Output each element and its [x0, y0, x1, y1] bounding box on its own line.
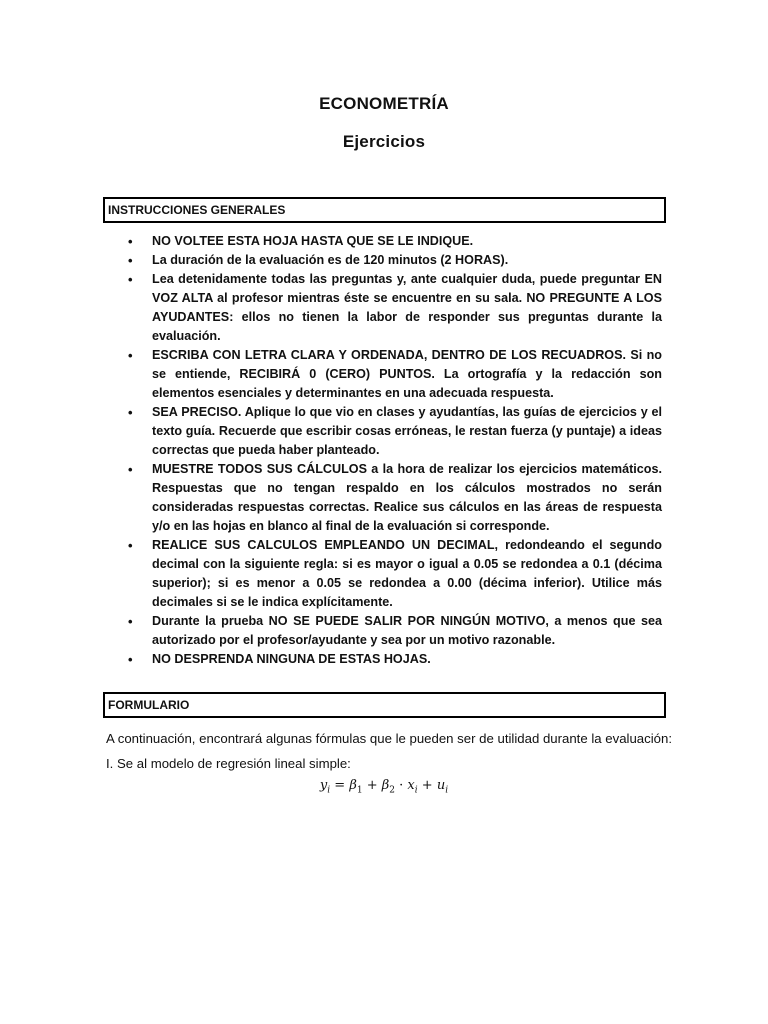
formula-u-subscript: i: [445, 785, 449, 796]
list-item-text: Lea detenidamente todas las preguntas y, ante cualquier duda, puede preguntar EN VOZ ALTA al profesor mientras éste se encuentre en su sala. NO PREGUNTE A LOS AYUDANTES: ellos no tienen la labor de responder sus preguntas durante la evaluación.: [152, 272, 662, 343]
bullet-icon: •: [128, 348, 133, 363]
list-item: [126, 536, 662, 612]
list-item: [126, 346, 662, 403]
list-item-text: SEA PRECISO. Aplique lo que vio en clases y ayudantías, las guías de ejercicios y el texto guía. Recuerde que escribir cosas erróneas, le restan fuerza (y puntaje) a ideas correctas que pueda haber planteado.: [152, 405, 662, 457]
formulario-heading-box: FORMULARIO: [103, 692, 666, 718]
formula-plus-2: +: [417, 778, 437, 793]
list-item-text: NO VOLTEE ESTA HOJA HASTA QUE SE LE INDIQUE.: [152, 234, 474, 248]
bullet-icon: •: [128, 234, 133, 249]
bullet-icon: •: [128, 405, 133, 420]
formulario-intro: A continuación, encontrará algunas fórmulas que le pueden ser de utilidad durante la evaluación:: [106, 731, 672, 746]
bullet-icon: •: [128, 253, 133, 268]
list-item: [126, 403, 662, 460]
regression-formula: [0, 778, 768, 796]
document-title: ECONOMETRÍA: [319, 94, 449, 113]
formula-beta2: β: [381, 778, 390, 793]
bullet-icon: •: [128, 538, 133, 553]
list-item-text: La duración de la evaluación es de 120 minutos (2 HORAS).: [152, 253, 509, 267]
list-item: [126, 270, 662, 346]
bullet-icon: •: [128, 462, 133, 477]
list-item: [126, 251, 662, 270]
formula-beta1: β: [349, 778, 357, 793]
list-item: [126, 460, 662, 536]
list-item-text: ESCRIBA CON LETRA CLARA Y ORDENADA, DENTRO DE LOS RECUADROS. Si no se entiende, RECIBIRÁ 0 (CERO) PUNTOS. La ortografía y la redacción son elementos esenciales y determinantes en una adecuada respuesta.: [152, 348, 662, 400]
formulario-item-1: I. Se al modelo de regresión lineal simple:: [106, 756, 351, 771]
formula-beta2-subscript: 2: [389, 785, 395, 796]
document-subtitle: Ejercicios: [342, 132, 426, 151]
list-item-text: REALICE SUS CALCULOS EMPLEANDO UN DECIMAL, redondeando el segundo decimal con la siguiente regla: si es mayor o igual a 0.05 se redondea a 0.1 (décima superior); si es menor a 0.05 se redondea a 0.00 (décima inferior). Utilice más decimales si se le indica explícitamente.: [152, 538, 662, 609]
formula-dot: ·: [395, 778, 408, 793]
list-item-text: Durante la prueba NO SE PUEDE SALIR POR NINGÚN MOTIVO, a menos que sea autorizado por el profesor/ayudante y sea por un motivo razonable.: [152, 614, 662, 647]
formula-u: u: [436, 778, 446, 793]
bullet-icon: •: [128, 272, 133, 287]
list-item: [126, 612, 662, 650]
list-item: [126, 650, 662, 669]
list-item: [126, 232, 662, 251]
instructions-list: [126, 232, 662, 669]
formula-x-subscript: i: [414, 785, 418, 796]
formula-equals: =: [330, 778, 350, 793]
formula-y-subscript: i: [327, 785, 331, 796]
formula-y: y: [319, 778, 328, 793]
formula-plus-1: +: [362, 778, 382, 793]
bullet-icon: •: [128, 614, 133, 629]
list-item-text: MUESTRE TODOS SUS CÁLCULOS a la hora de realizar los ejercicios matemáticos. Respuestas que no tengan respaldo en los cálculos mostrados no serán consideradas respuestas correctas. Realice sus cálculos en las áreas de respuesta y/o en las hojas en blanco al final de la evaluación si corresponde.: [152, 462, 662, 533]
instructions-heading-box: INSTRUCCIONES GENERALES: [103, 197, 666, 223]
list-item-text: NO DESPRENDA NINGUNA DE ESTAS HOJAS.: [152, 652, 431, 666]
formula-beta1-subscript: 1: [356, 785, 363, 796]
bullet-icon: •: [128, 652, 133, 667]
formula-x: x: [407, 778, 415, 793]
